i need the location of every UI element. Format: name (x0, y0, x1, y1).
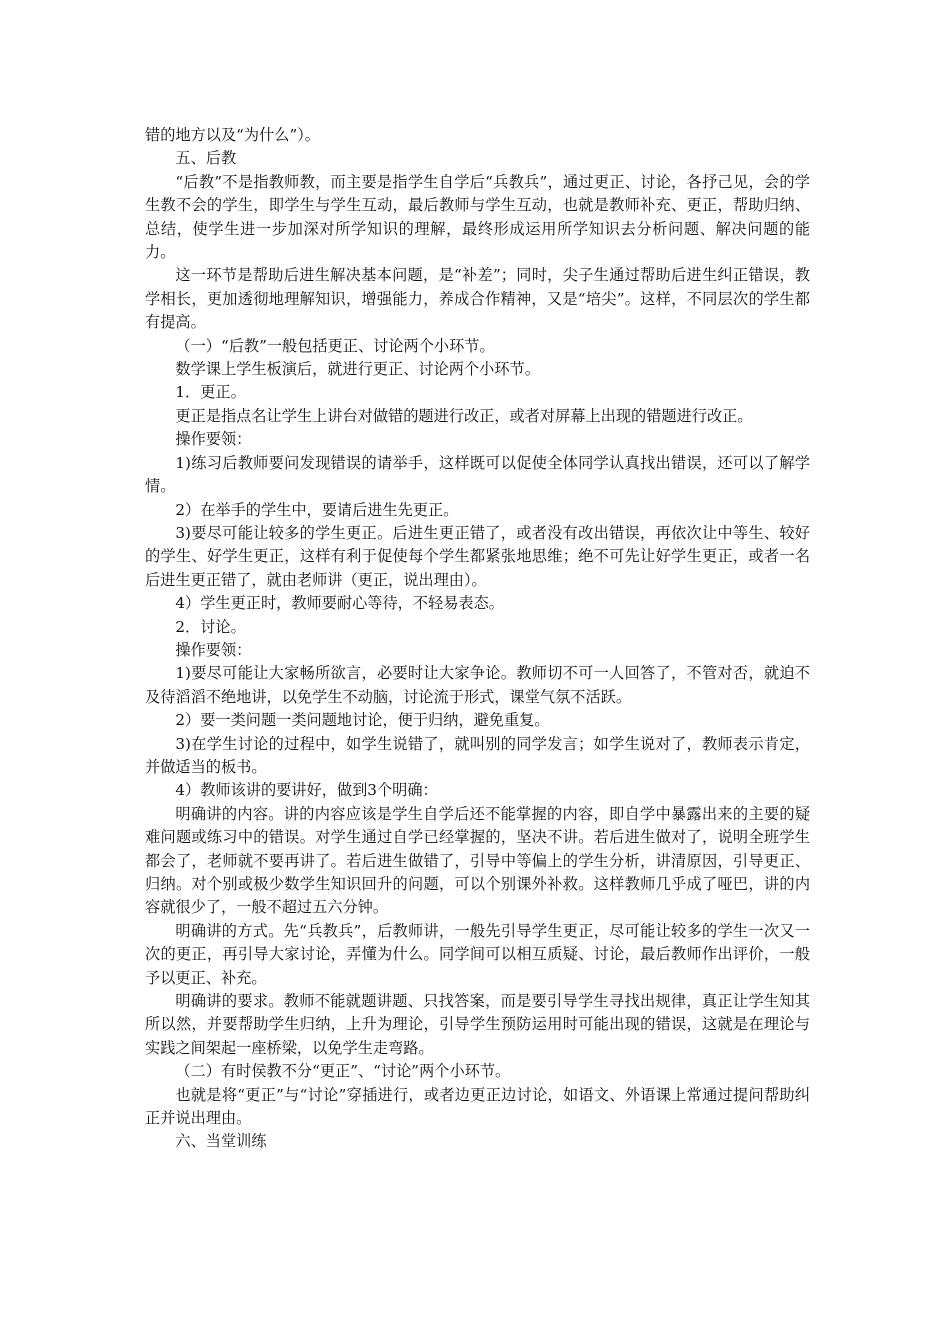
list-item: 2）在举手的学生中，要请后进生先更正。 (175, 500, 459, 519)
paragraph: 这一环节是帮助后进生解决基本问题，是“补差”；同时，尖子生通过帮助后进生纠正错误，教学相长，更加透彻地理解知识，增强能力，养成合作精神，又是“培尖”。这样，不同层次的学生都有提高。 (145, 266, 810, 332)
paragraph: 也就是将“更正”与“讨论”穿插进行，或者边更正边讨论，如语文、外语课上常通过提问帮助纠正并说出理由。 (145, 1085, 810, 1128)
operation-essentials-label: 操作要领： (175, 430, 252, 449)
paragraph: 明确讲的方式。先“兵教兵”，后教师讲，一般先引导学生更正，尽可能让较多的学生一次又一次的更正，再引导大家讨论，弄懂为什么。同学间可以相互质疑、讨论，最后教师作出评价，一般予以更正、补充。 (145, 921, 810, 987)
section-heading-5: 五、后教 (175, 149, 237, 168)
subsection-heading-2: （二）有时侯教不分“更正”、“讨论”两个小环节。 (175, 1062, 511, 1081)
operation-essentials-label: 操作要领： (175, 640, 252, 659)
list-item: 3)在学生讨论的过程中，如学生说错了，就叫别的同学发言；如学生说对了，教师表示肯定，并做适当的板书。 (145, 734, 810, 776)
list-item: 1)要尽可能让大家畅所欲言，必要时让大家争论。教师切不可一人回答了，不管对否，就迫不及待滔滔不绝地讲，以免学生不动脑，讨论流于形式，课堂气氛不活跃。 (145, 664, 810, 706)
paragraph: 更正是指点名让学生上讲台对做错的题进行改正，或者对屏幕上出现的错题进行改正。 (175, 406, 753, 425)
paragraph: 明确讲的要求。教师不能就题讲题、只找答案，而是要引导学生寻找出规律，真正让学生知其所以然，并要帮助学生归纳，上升为理论，引导学生预防运用时可能出现的错误，这就是在理论与实践之间架起一座桥梁，以免学生走弯路。 (145, 992, 810, 1057)
list-item: 2）要一类问题一类问题地讨论，便于归纳，避免重复。 (175, 711, 550, 730)
paragraph-continuation: 错的地方以及“为什么”）。 (145, 126, 320, 144)
document-body (145, 124, 810, 1154)
list-item: 1)练习后教师要问发现错误的请举手，这样既可以促使全体同学认真找出错误，还可以了解学情。 (145, 453, 810, 496)
paragraph: 明确讲的内容。讲的内容应该是学生自学后还不能掌握的内容，即自学中暴露出来的主要的疑难问题或练习中的错误。对学生通过自学已经掌握的，坚决不讲。若后进生做对了，说明全班学生都会了，老师就不要再讲了。若后进生做错了，引导中等偏上的学生分析，讲清原因，引导更正、归纳。对个别或极少数学生知识回升的问题，可以个别课外补救。这样教师几乎成了哑巴，讲的内容就很少了，一般不超过五六分钟。 (145, 804, 810, 917)
list-item: 3)要尽可能让较多的学生更正。后进生更正错了，或者没有改出错误，再依次让中等生、较好的学生、好学生更正，这样有利于促使每个学生都紧张地思维；绝不可先让好学生更正，或者一名后进生更正错了，就由老师讲（更正，说出理由）。 (145, 523, 810, 589)
subsection-heading-1: （一）“后教”一般包括更正、讨论两个小环节。 (175, 336, 495, 355)
paragraph: 数学课上学生板演后，就进行更正、讨论两个小环节。 (175, 360, 540, 379)
list-item: 4）学生更正时，教师要耐心等待，不轻易表态。 (175, 594, 504, 613)
list-item: 4）教师该讲的要讲好，做到3个明确： (175, 781, 438, 800)
item-heading-discussion: 2．讨论。 (175, 617, 246, 636)
section-heading-6: 六、当堂训练 (175, 1132, 267, 1151)
paragraph: “后教”不是指教师教，而主要是指学生自学后“兵教兵”，通过更正、讨论，各抒己见，会的学生教不会的学生，即学生与学生互动，最后教师与学生互动，也就是教师补充、更正，帮助归纳、总结，使学生进一步加深对所学知识的理解，最终形成运用所学知识去分析问题、解决问题的能力。 (145, 172, 810, 262)
item-heading-correction: 1．更正。 (175, 383, 246, 402)
